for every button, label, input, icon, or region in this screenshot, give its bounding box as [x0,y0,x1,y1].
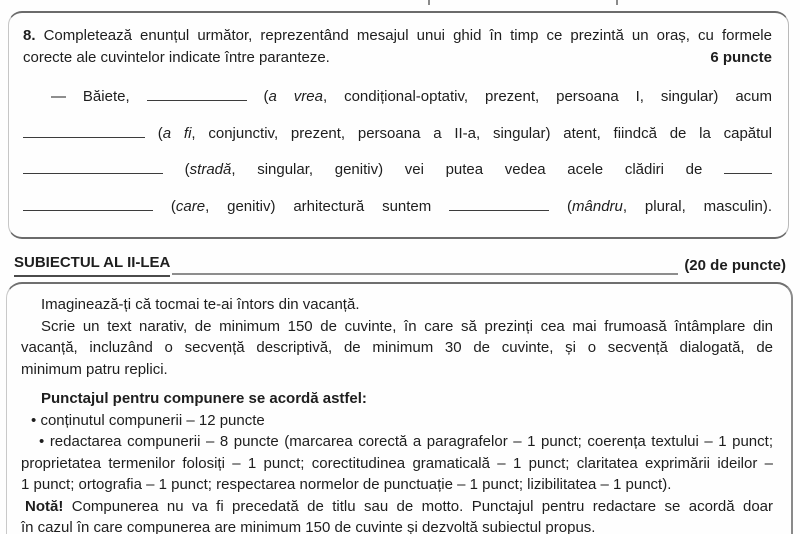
fill-line-2: (a fi, conjunctiv, prezent, persoana a II-a, singular) atent, fiindcă de la capătul [23,123,772,145]
scoring-heading: Punctajul pentru compunere se acordă astfel: [41,390,367,407]
section-rule-line [172,272,678,275]
points-badge: 6 puncte [710,48,772,66]
fill-line-4: (care, genitiv) arhitectură suntem (mândru, plural, masculin). [23,196,772,218]
blank-field [449,197,549,211]
task-text-line2: vacanță, incluzând o secvență descriptivă, de minimum 30 de cuvinte, și o secvență dialogată, de [21,339,773,356]
scoring-bullet-2-line1: • redactarea compunerii – 8 puncte (marcarea corectă a paragrafelor – 1 punct; coerența textului – 1 punct; [39,433,773,450]
task-text-line1: Scrie un text narativ, de minimum 150 de cuvinte, în care să prezinți cea mai frumoasă întâmplare din [41,317,773,335]
fill-line-3: (stradă, singular, genitiv) vei putea vedea acele clădiri de [23,159,772,181]
scan-artifact-tick [428,0,430,5]
question-8-statement-line2: corecte ale cuvintelor indicate între paranteze. 6 puncte [23,47,772,69]
bullet-icon: • [39,433,45,450]
scoring-bullet-1: • conținutul compunerii – 12 puncte [31,411,265,429]
blank-field [147,87,247,101]
note-label: Notă! [25,497,64,515]
question-8-box [8,11,789,239]
section-points: (20 de puncte) [684,257,786,274]
question-number: 8. [23,27,36,44]
blank-field [23,160,163,174]
subject-2-box [6,282,793,534]
scoring-bullet-2-line2: proprietatea termenilor folosiți – 1 punct; corectitudinea gramaticală – 1 punct; claritatea exprimării ideilor – [21,454,773,472]
blank-field [23,124,145,138]
note-line1: Notă! Compunerea nu va fi precedată de titlu sau de motto. Punctajul pentru redactare se acordă doar [25,497,774,515]
task-intro-line: Imaginează-ți că tocmai te-ai întors din vacanță. [41,296,360,313]
section-title: SUBIECTUL AL II-LEA [14,252,170,277]
question-8-statement-line1: 8. Completează enunțul următor, reprezentând mesajul unui ghid în timp ce prezintă un oraș, cu formele [23,27,772,44]
fill-line-1: — Băiete, (a vrea, condițional-optativ, prezent, persoana I, singular) acum [51,88,773,105]
scan-artifact-tick [616,0,618,5]
note-line2: în cazul în care compunerea are minimum 150 de cuvinte și dezvoltă subiectul propus. [21,519,596,534]
blank-field [724,160,772,174]
section-header [14,252,786,277]
bullet-icon: • [31,411,37,429]
task-text-line3: minimum patru replici. [21,360,168,378]
blank-field [23,197,153,211]
scoring-bullet-2-line3: 1 punct; ortografia – 1 punct; respectarea normelor de punctuație – 1 punct; lizibilitatea – 1 punct). [21,476,672,493]
